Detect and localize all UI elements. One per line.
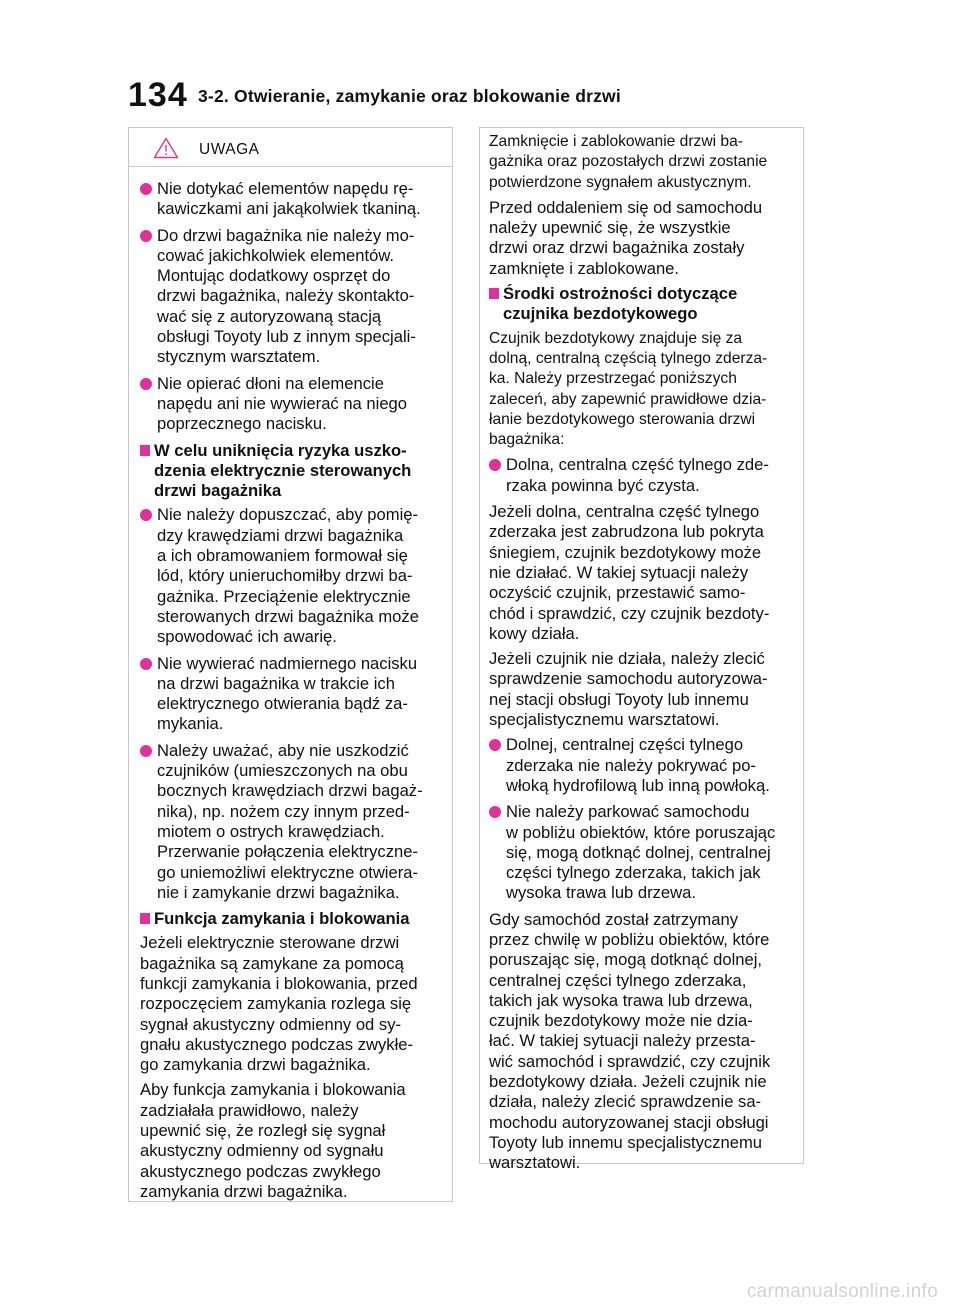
text-line: napędu ani nie wywierać na niego — [157, 393, 408, 413]
text-line: przez chwilę w pobliżu obiektów, które — [489, 929, 770, 949]
paragraph — [140, 933, 442, 1075]
text-line: spowodować ich awarię. — [157, 627, 337, 647]
text-line: Dolna, centralna część tylnego zde- — [506, 455, 769, 475]
text-line: gażnika oraz pozostałych drzwi zostanie — [489, 153, 768, 171]
warning-content — [129, 167, 452, 1202]
text-line: nie i zamykanie drzwi bagażnika. — [157, 882, 400, 902]
warning-box-continued — [479, 127, 804, 1173]
text-line: czujników (umieszczonych na obu — [157, 761, 408, 781]
text-line: zderzaka jest zabrudzona lub pokryta — [489, 522, 764, 542]
text-line: Jeżeli elektrycznie sterowane drzwi — [140, 933, 400, 953]
text-line: miotem o ostrych krawędziach. — [157, 821, 385, 841]
text-line: oczyścić czujnik, przestawić samo- — [489, 583, 746, 603]
text-line: drzwi bagażnika — [154, 481, 282, 501]
text-line: na drzwi bagażnika w trakcie ich — [157, 673, 395, 693]
warning-item — [140, 654, 442, 735]
warning-item — [140, 226, 442, 368]
text-line: części tylnego zderzaka, takich jak — [506, 863, 761, 883]
text-line: śniegiem, czujnik bezdotykowy może — [489, 542, 762, 562]
text-line: funkcji zamykania i blokowania, przed — [140, 973, 418, 993]
text-line: w pobliżu obiektów, które poruszając — [506, 822, 776, 842]
text-line: go zamykania drzwi bagażnika. — [140, 1055, 371, 1075]
text-line: zderzaka nie należy pokrywać po- — [506, 755, 756, 775]
text-line: Montując dodatkowy osprzęt do — [157, 266, 391, 286]
paragraph — [489, 910, 793, 1174]
text-line: obsługi Toyoty lub z innym specjali- — [157, 327, 416, 347]
text-line: drzwi bagażnika, należy skontakto- — [157, 286, 415, 306]
warning-item — [489, 735, 793, 796]
text-line: dzy krawędziami drzwi bagażnika — [157, 525, 404, 545]
text-line: Nie należy dopuszczać, aby pomię- — [157, 505, 419, 525]
warning-triangle-icon — [153, 137, 179, 159]
text-line: Środki ostrożności dotyczące — [503, 284, 738, 304]
paragraph — [140, 1080, 442, 1202]
subheading — [489, 284, 793, 325]
text-line: a ich obramowaniem formował się — [157, 546, 408, 566]
watermark: carmanualsonline.info — [746, 1281, 938, 1302]
warning-item — [140, 179, 442, 220]
text-line: akustycznego podczas zwykłego — [140, 1161, 381, 1181]
text-line: Przerwanie połączenia elektryczne- — [157, 842, 419, 862]
text-line: Do drzwi bagażnika nie należy mo- — [157, 225, 415, 245]
text-line: kowy działa. — [489, 623, 580, 643]
text-line: Dolnej, centralnej części tylnego — [506, 735, 744, 755]
text-line: Należy uważać, aby nie uszkodzić — [157, 740, 409, 760]
warning-box — [128, 127, 453, 1202]
warning-item — [489, 455, 793, 496]
warning-item — [140, 741, 442, 903]
text-line: zamknięte i zablokowane. — [489, 258, 680, 278]
text-line: takich jak wysoka trawa lub drzewa, — [489, 990, 753, 1010]
text-line: dzenia elektrycznie sterowanych — [154, 460, 412, 480]
subheading — [140, 909, 442, 929]
text-line: mykania. — [157, 714, 224, 734]
paragraph — [489, 198, 793, 279]
text-line: zadziałała prawidłowo, należy — [140, 1100, 359, 1120]
page-number: 134 — [128, 76, 188, 114]
text-line: nika), np. nożem czy innym przed- — [157, 801, 410, 821]
text-line: centralnej części tylnego zderzaka, — [489, 970, 747, 990]
text-line: zaleceń, aby zapewnić prawidłowe dzia- — [489, 390, 767, 408]
text-line: czujnik bezdotykowy może nie dzia- — [489, 1011, 753, 1031]
text-line: go uniemożliwi elektryczne otwiera- — [157, 862, 418, 882]
text-line: Jeżeli czujnik nie działa, należy zlecić — [489, 649, 765, 669]
text-line: rozpoczęciem zamykania rozlega się — [140, 994, 412, 1014]
text-line: sygnał akustyczny odmienny od sy- — [140, 1014, 402, 1034]
paragraph — [489, 502, 793, 644]
text-line: specjalistycznemu warsztatowi. — [489, 710, 720, 730]
text-line: elektrycznego otwierania bądź za- — [157, 694, 408, 714]
text-line: Jeżeli dolna, centralna część tylnego — [489, 502, 760, 522]
text-line: dolną, centralną częścią tylnego zderza- — [489, 349, 768, 367]
text-line: rzaka powinna być czysta. — [506, 475, 700, 495]
text-line: nie działać. W takiej sytuacji należy — [489, 562, 749, 582]
text-line: włoką hydrofilową lub inną powłoką. — [506, 775, 770, 795]
text-line: akustyczny odmienny od sygnału — [140, 1141, 384, 1161]
text-line: należy upewnić się, że wszystkie — [489, 218, 731, 238]
text-line: Zamknięcie i zablokowanie drzwi ba- — [489, 133, 743, 150]
warning-header — [129, 128, 452, 167]
text-line: sterowanych drzwi bagażnika może — [157, 606, 419, 626]
page-header — [128, 76, 960, 116]
text-line: gażnika. Przeciążenie elektrycznie — [157, 586, 411, 606]
text-line: potwierdzone sygnałem akustycznym. — [489, 173, 752, 191]
section-title: 3-2. Otwieranie, zamykanie oraz blokowanie drzwi — [198, 86, 621, 106]
text-line: Funkcja zamykania i blokowania — [154, 909, 410, 929]
text-line: Aby funkcja zamykania i blokowania — [140, 1080, 406, 1100]
text-line: wysoka trawa lub drzewa. — [506, 883, 696, 903]
text-line: upewnić się, że rozległ się sygnał — [140, 1121, 386, 1141]
text-line: działa, należy zlecić sprawdzenie sa- — [489, 1092, 762, 1112]
text-line: nej stacji obsługi Toyoty lub innemu — [489, 689, 749, 709]
text-line: Nie opierać dłoni na elemencie — [157, 373, 384, 393]
text-line: warsztatowi. — [489, 1153, 581, 1173]
text-line: łanie bezdotykowego sterowania drzwi — [489, 410, 756, 428]
paragraph — [489, 649, 793, 730]
text-line: Przed oddaleniem się od samochodu — [489, 197, 763, 217]
text-line: Nie należy parkować samochodu — [506, 802, 750, 822]
warning-item — [489, 802, 793, 903]
text-line: Nie dotykać elementów napędu rę- — [157, 179, 414, 198]
text-line: czujnika bezdotykowego — [503, 304, 698, 324]
paragraph — [489, 329, 793, 451]
text-line: sprawdzenie samochodu autoryzowa- — [489, 669, 768, 689]
text-line: Toyoty lub innemu specjalistycznemu — [489, 1132, 763, 1152]
text-line: poprzecznego nacisku. — [157, 414, 327, 434]
text-line: bagażnika: — [489, 431, 565, 449]
text-line: bezdotykowy działa. Jeżeli czujnik nie — [489, 1072, 767, 1092]
text-line: gnału akustycznego podczas zwykłe- — [140, 1034, 414, 1054]
text-line: lód, który unieruchomiłby drzwi ba- — [157, 566, 413, 586]
text-line: bocznych krawędziach drzwi bagaż- — [157, 781, 423, 801]
paragraph — [489, 132, 793, 193]
warning-item — [140, 505, 442, 647]
text-line: zamykania drzwi bagażnika. — [140, 1181, 348, 1201]
text-line: drzwi oraz drzwi bagażnika zostały — [489, 238, 745, 258]
text-line: wić samochód i sprawdzić, czy czujnik — [489, 1051, 771, 1071]
text-line: cować jakichkolwiek elementów. — [157, 245, 395, 265]
text-line: wać się z autoryzowaną stacją — [157, 306, 382, 326]
text-line: W celu uniknięcia ryzyka uszko- — [154, 440, 407, 460]
text-line: chód i sprawdzić, czy czujnik bezdoty- — [489, 603, 770, 623]
text-line: łać. W takiej sytuacji należy przesta- — [489, 1031, 756, 1051]
warning-label: UWAGA — [199, 141, 260, 158]
text-line: Czujnik bezdotykowy znajduje się za — [489, 329, 743, 347]
text-line: poruszając się, mogą dotknąć dolnej, — [489, 950, 763, 970]
text-line: Gdy samochód został zatrzymany — [489, 909, 739, 929]
warning-content — [480, 128, 803, 1174]
text-line: się, mogą dotknąć dolnej, centralnej — [506, 842, 771, 862]
text-line: ka. Należy przestrzegać poniższych — [489, 370, 737, 388]
text-line: kawiczkami ani jakąkolwiek tkaniną. — [157, 199, 421, 219]
text-line: mochodu autoryzowanej stacji obsługi — [489, 1112, 769, 1132]
text-line: stycznym warsztatem. — [157, 347, 321, 367]
text-line: Nie wywierać nadmiernego nacisku — [157, 653, 418, 673]
text-line: bagażnika są zamykane za pomocą — [140, 953, 404, 973]
subheading — [140, 441, 442, 502]
warning-item — [140, 374, 442, 435]
